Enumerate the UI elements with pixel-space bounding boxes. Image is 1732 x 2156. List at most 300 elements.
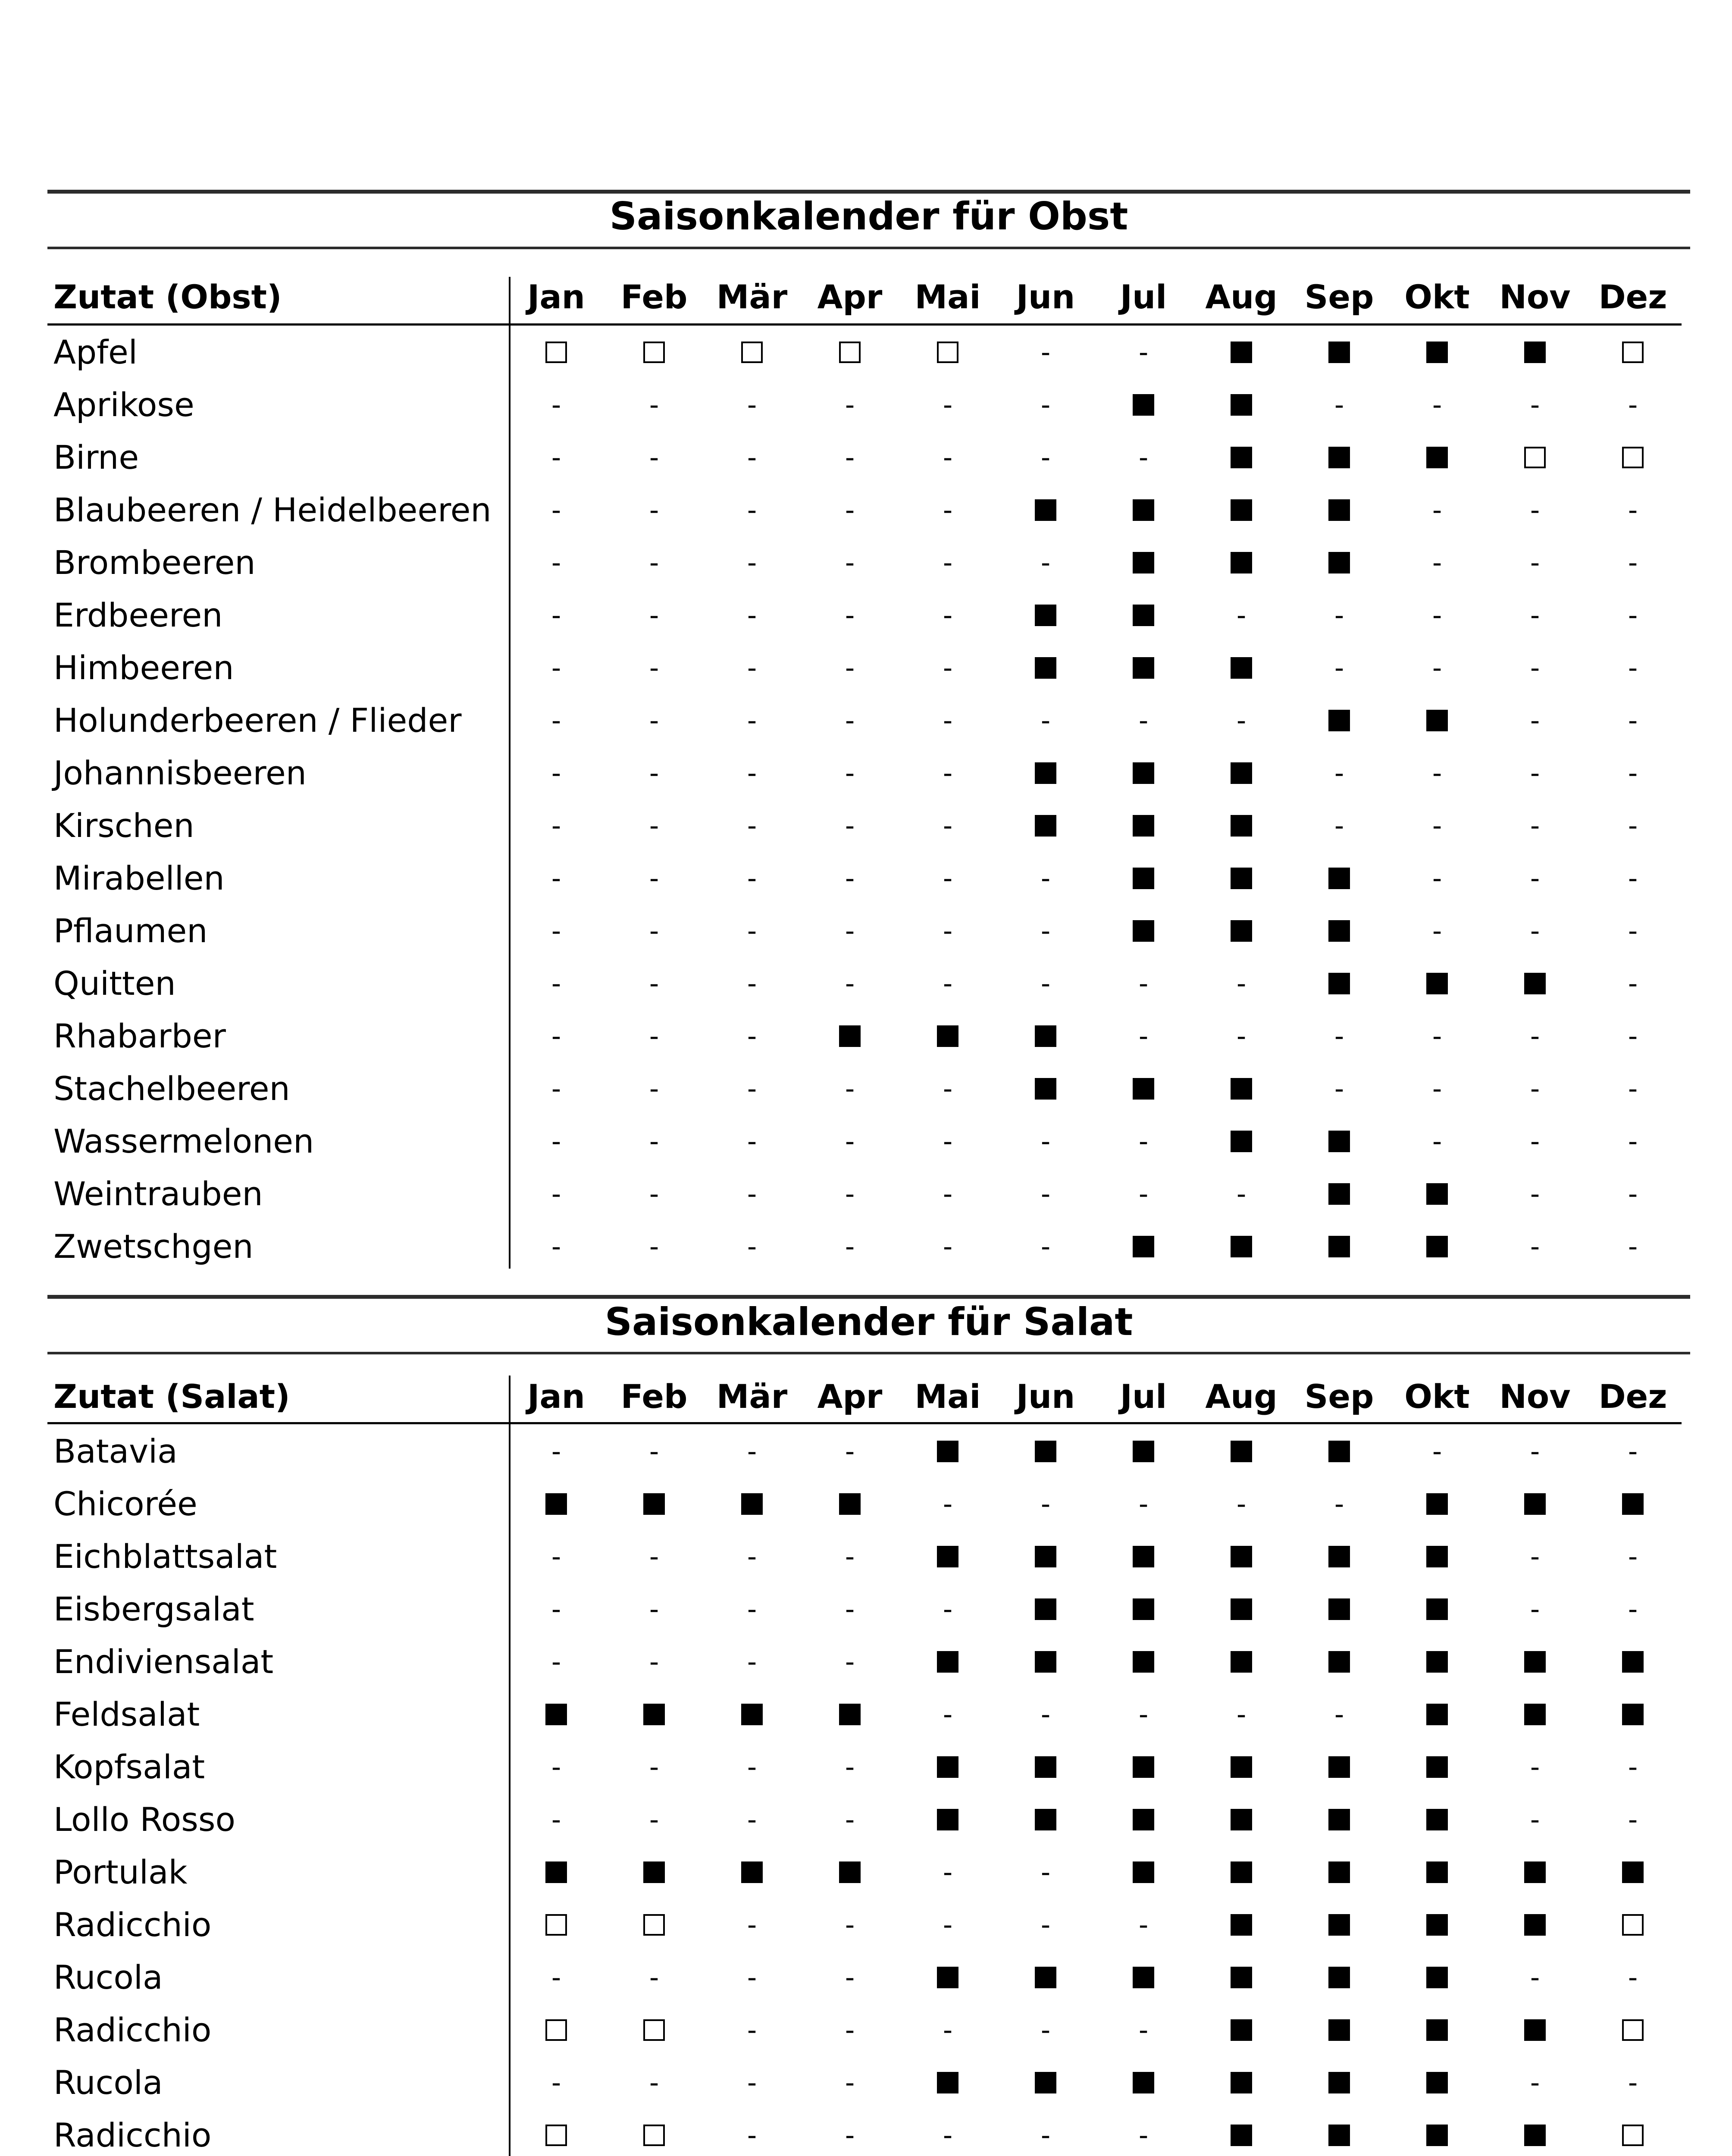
dash-mark: - bbox=[1040, 968, 1051, 999]
month-cell-season bbox=[1198, 1951, 1284, 2004]
dash-mark: - bbox=[1530, 2067, 1540, 2098]
month-cell-none bbox=[1590, 1062, 1676, 1115]
month-cell-season bbox=[1296, 2056, 1382, 2109]
empty-square-icon bbox=[1622, 342, 1644, 363]
filled-square-icon bbox=[1035, 605, 1056, 626]
month-cell-none bbox=[1002, 2004, 1089, 2056]
month-cell-none bbox=[513, 905, 599, 957]
month-cell-season bbox=[807, 1010, 893, 1062]
dash-mark: - bbox=[551, 862, 561, 894]
month-cell-season bbox=[1590, 1846, 1676, 1899]
filled-square-icon bbox=[1426, 1493, 1448, 1515]
month-cell-none bbox=[709, 484, 795, 536]
filled-square-icon bbox=[1133, 1598, 1154, 1620]
month-cell-none bbox=[1002, 1115, 1089, 1168]
month-cell-none bbox=[905, 1846, 991, 1899]
dash-mark: - bbox=[1530, 1125, 1540, 1157]
filled-square-icon bbox=[1035, 1809, 1056, 1830]
dash-mark: - bbox=[1628, 652, 1638, 683]
dash-mark: - bbox=[1040, 2014, 1051, 2046]
month-cell-none bbox=[513, 747, 599, 799]
dash-mark: - bbox=[1628, 1541, 1638, 1572]
month-cell-none bbox=[1002, 905, 1089, 957]
month-cell-none bbox=[1100, 431, 1187, 484]
month-cell-none bbox=[905, 1478, 991, 1530]
month-cell-season bbox=[1394, 694, 1480, 747]
month-cell-storage bbox=[1590, 2004, 1676, 2056]
month-cell-none bbox=[905, 2004, 991, 2056]
month-cell-season bbox=[1394, 2056, 1480, 2109]
dash-mark: - bbox=[551, 652, 561, 683]
month-cell-none bbox=[807, 1530, 893, 1583]
salat-month-header-aug: Aug bbox=[1205, 1377, 1278, 1416]
ingredient-name: Stachelbeeren bbox=[53, 1069, 290, 1108]
dash-mark: - bbox=[1138, 2014, 1149, 2046]
filled-square-icon bbox=[1426, 710, 1448, 731]
dash-mark: - bbox=[1530, 757, 1540, 789]
month-cell-none bbox=[513, 1010, 599, 1062]
month-cell-season bbox=[1002, 1425, 1089, 1478]
dash-mark: - bbox=[845, 652, 855, 683]
filled-square-icon bbox=[1231, 1441, 1252, 1462]
month-cell-none bbox=[1296, 1688, 1382, 1741]
empty-square-icon bbox=[643, 2125, 665, 2146]
month-cell-none bbox=[611, 2056, 697, 2109]
dash-mark: - bbox=[1628, 1962, 1638, 1993]
table-row bbox=[0, 1846, 1732, 1899]
month-cell-none bbox=[709, 1741, 795, 1793]
dash-mark: - bbox=[943, 1593, 953, 1625]
dash-mark: - bbox=[1530, 705, 1540, 736]
dash-mark: - bbox=[649, 1020, 659, 1052]
dash-mark: - bbox=[1628, 705, 1638, 736]
month-cell-season bbox=[1100, 852, 1187, 905]
filled-square-icon bbox=[1524, 1861, 1546, 1883]
month-cell-none bbox=[611, 484, 697, 536]
filled-square-icon bbox=[1328, 1546, 1350, 1567]
filled-square-icon bbox=[1328, 1651, 1350, 1673]
salat-header-label: Zutat (Salat) bbox=[53, 1377, 290, 1416]
month-cell-season bbox=[1296, 536, 1382, 589]
dash-mark: - bbox=[747, 1178, 757, 1210]
filled-square-icon bbox=[1133, 920, 1154, 942]
dash-mark: - bbox=[1040, 1909, 1051, 1940]
dash-mark: - bbox=[747, 1231, 757, 1262]
month-cell-season bbox=[1394, 2004, 1480, 2056]
month-cell-none bbox=[709, 1010, 795, 1062]
month-cell-none bbox=[709, 379, 795, 431]
ingredient-name: Himbeeren bbox=[53, 649, 234, 687]
salat-month-header-mai: Mai bbox=[915, 1377, 981, 1416]
month-cell-none bbox=[905, 589, 991, 642]
dash-mark: - bbox=[551, 1751, 561, 1783]
month-cell-none bbox=[1492, 1951, 1578, 2004]
dash-mark: - bbox=[1236, 1020, 1247, 1052]
dash-mark: - bbox=[649, 1435, 659, 1467]
month-cell-none bbox=[1100, 2004, 1187, 2056]
dash-mark: - bbox=[1138, 1909, 1149, 1940]
dash-mark: - bbox=[551, 1646, 561, 1677]
month-cell-none bbox=[709, 431, 795, 484]
filled-square-icon bbox=[1622, 1861, 1644, 1883]
filled-square-icon bbox=[937, 1809, 958, 1830]
month-cell-none bbox=[905, 1688, 991, 1741]
filled-square-icon bbox=[643, 1493, 665, 1515]
month-cell-season bbox=[1296, 431, 1382, 484]
month-cell-none bbox=[807, 1793, 893, 1846]
month-cell-season bbox=[611, 1688, 697, 1741]
filled-square-icon bbox=[1231, 1078, 1252, 1100]
dash-mark: - bbox=[1432, 810, 1442, 841]
ingredient-name: Pflaumen bbox=[53, 912, 208, 950]
dash-mark: - bbox=[845, 599, 855, 631]
month-cell-none bbox=[709, 642, 795, 694]
month-cell-none bbox=[1198, 957, 1284, 1010]
filled-square-icon bbox=[1133, 1809, 1154, 1830]
month-cell-none bbox=[1394, 536, 1480, 589]
dash-mark: - bbox=[943, 1073, 953, 1104]
dash-mark: - bbox=[845, 1909, 855, 1940]
filled-square-icon bbox=[1133, 657, 1154, 679]
filled-square-icon bbox=[1231, 1546, 1252, 1567]
month-cell-season bbox=[1198, 852, 1284, 905]
dash-mark: - bbox=[649, 547, 659, 578]
dash-mark: - bbox=[845, 494, 855, 526]
dash-mark: - bbox=[845, 1541, 855, 1572]
month-cell-none bbox=[513, 1425, 599, 1478]
month-cell-none bbox=[1492, 747, 1578, 799]
salat-month-header-mär: Mär bbox=[716, 1377, 788, 1416]
month-cell-season bbox=[1002, 484, 1089, 536]
month-cell-storage bbox=[1590, 431, 1676, 484]
salat-header-row bbox=[0, 1370, 1732, 1423]
month-cell-season bbox=[1590, 1636, 1676, 1688]
month-cell-storage bbox=[1590, 1899, 1676, 1951]
filled-square-icon bbox=[1133, 1861, 1154, 1883]
filled-square-icon bbox=[1231, 1967, 1252, 1988]
filled-square-icon bbox=[1231, 920, 1252, 942]
dash-mark: - bbox=[845, 2119, 855, 2151]
dash-mark: - bbox=[649, 2067, 659, 2098]
ingredient-name: Mirabellen bbox=[53, 859, 225, 897]
month-cell-none bbox=[807, 1115, 893, 1168]
filled-square-icon bbox=[1231, 657, 1252, 679]
dash-mark: - bbox=[1628, 915, 1638, 946]
obst-month-header-sep: Sep bbox=[1304, 278, 1374, 316]
filled-square-icon bbox=[545, 1861, 567, 1883]
dash-mark: - bbox=[747, 862, 757, 894]
month-cell-season bbox=[1100, 799, 1187, 852]
dash-mark: - bbox=[1040, 547, 1051, 578]
month-cell-none bbox=[709, 1220, 795, 1273]
month-cell-none bbox=[1198, 1688, 1284, 1741]
month-cell-season bbox=[905, 1951, 991, 2004]
dash-mark: - bbox=[747, 547, 757, 578]
month-cell-season bbox=[709, 1688, 795, 1741]
month-cell-season bbox=[905, 1010, 991, 1062]
filled-square-icon bbox=[937, 1025, 958, 1047]
month-cell-storage bbox=[807, 326, 893, 379]
month-cell-none bbox=[1296, 1062, 1382, 1115]
month-cell-none bbox=[513, 1741, 599, 1793]
month-cell-season bbox=[1198, 1636, 1284, 1688]
month-cell-none bbox=[905, 1899, 991, 1951]
filled-square-icon bbox=[1328, 868, 1350, 889]
month-cell-none bbox=[1590, 957, 1676, 1010]
month-cell-season bbox=[905, 1530, 991, 1583]
month-cell-season bbox=[1002, 642, 1089, 694]
dash-mark: - bbox=[845, 2067, 855, 2098]
ingredient-name: Rucola bbox=[53, 2063, 163, 2102]
dash-mark: - bbox=[747, 968, 757, 999]
month-cell-none bbox=[1492, 589, 1578, 642]
dash-mark: - bbox=[649, 442, 659, 473]
dash-mark: - bbox=[845, 1962, 855, 1993]
dash-mark: - bbox=[845, 968, 855, 999]
month-cell-none bbox=[905, 747, 991, 799]
month-cell-none bbox=[1394, 747, 1480, 799]
filled-square-icon bbox=[1328, 2019, 1350, 2041]
dash-mark: - bbox=[551, 599, 561, 631]
table-row bbox=[0, 799, 1732, 852]
month-cell-season bbox=[905, 1636, 991, 1688]
dash-mark: - bbox=[1432, 1125, 1442, 1157]
dash-mark: - bbox=[1334, 1073, 1344, 1104]
dash-mark: - bbox=[943, 1178, 953, 1210]
month-cell-season bbox=[1394, 1168, 1480, 1220]
month-cell-none bbox=[807, 1636, 893, 1688]
month-cell-none bbox=[1492, 1583, 1578, 1636]
month-cell-none bbox=[1296, 379, 1382, 431]
month-cell-none bbox=[1198, 694, 1284, 747]
filled-square-icon bbox=[1133, 394, 1154, 416]
month-cell-season bbox=[1198, 1793, 1284, 1846]
table-row bbox=[0, 1530, 1732, 1583]
dash-mark: - bbox=[943, 1488, 953, 1520]
ingredient-name: Rucola bbox=[53, 1958, 163, 1996]
month-cell-season bbox=[1394, 1741, 1480, 1793]
month-cell-none bbox=[1100, 1478, 1187, 1530]
month-cell-season bbox=[1296, 1425, 1382, 1478]
month-cell-none bbox=[1492, 1220, 1578, 1273]
month-cell-none bbox=[807, 1168, 893, 1220]
month-cell-none bbox=[807, 1899, 893, 1951]
dash-mark: - bbox=[1628, 1804, 1638, 1835]
dash-mark: - bbox=[943, 494, 953, 526]
month-cell-season bbox=[1100, 1583, 1187, 1636]
table-row bbox=[0, 642, 1732, 694]
month-cell-season bbox=[1394, 1478, 1480, 1530]
month-cell-none bbox=[1590, 2056, 1676, 2109]
month-cell-none bbox=[1394, 1062, 1480, 1115]
dash-mark: - bbox=[845, 1435, 855, 1467]
month-cell-season bbox=[1002, 1951, 1089, 2004]
obst-month-header-jun: Jun bbox=[1016, 278, 1075, 316]
month-cell-none bbox=[513, 799, 599, 852]
filled-square-icon bbox=[1035, 1441, 1056, 1462]
ingredient-name: Holunderbeeren / Flieder bbox=[53, 701, 462, 740]
month-cell-none bbox=[1198, 1010, 1284, 1062]
dash-mark: - bbox=[747, 1962, 757, 1993]
month-cell-none bbox=[807, 2004, 893, 2056]
month-cell-none bbox=[807, 484, 893, 536]
month-cell-season bbox=[807, 1688, 893, 1741]
month-cell-none bbox=[807, 1951, 893, 2004]
dash-mark: - bbox=[551, 1178, 561, 1210]
filled-square-icon bbox=[1231, 447, 1252, 468]
month-cell-none bbox=[1590, 1583, 1676, 1636]
filled-square-icon bbox=[1328, 2072, 1350, 2093]
filled-square-icon bbox=[937, 1651, 958, 1673]
dash-mark: - bbox=[1530, 389, 1540, 420]
filled-square-icon bbox=[1426, 1967, 1448, 1988]
dash-mark: - bbox=[551, 1125, 561, 1157]
filled-square-icon bbox=[1035, 1756, 1056, 1778]
dash-mark: - bbox=[845, 1751, 855, 1783]
month-cell-none bbox=[905, 957, 991, 1010]
month-cell-none bbox=[709, 1583, 795, 1636]
dash-mark: - bbox=[551, 494, 561, 526]
month-cell-storage bbox=[611, 2004, 697, 2056]
dash-mark: - bbox=[551, 705, 561, 736]
filled-square-icon bbox=[839, 1704, 861, 1725]
filled-square-icon bbox=[1328, 1967, 1350, 1988]
month-cell-none bbox=[513, 642, 599, 694]
month-cell-season bbox=[1198, 1846, 1284, 1899]
dash-mark: - bbox=[649, 1646, 659, 1677]
filled-square-icon bbox=[1524, 1914, 1546, 1936]
month-cell-none bbox=[709, 694, 795, 747]
dash-mark: - bbox=[747, 2119, 757, 2151]
filled-square-icon bbox=[1622, 1704, 1644, 1725]
month-cell-none bbox=[807, 852, 893, 905]
month-cell-storage bbox=[709, 326, 795, 379]
filled-square-icon bbox=[1328, 1183, 1350, 1205]
table-row bbox=[0, 1115, 1732, 1168]
filled-square-icon bbox=[1426, 2072, 1448, 2093]
month-cell-storage bbox=[1590, 326, 1676, 379]
dash-mark: - bbox=[1628, 1178, 1638, 1210]
dash-mark: - bbox=[1040, 705, 1051, 736]
dash-mark: - bbox=[943, 1125, 953, 1157]
table-row bbox=[0, 2004, 1732, 2056]
dash-mark: - bbox=[649, 599, 659, 631]
month-cell-none bbox=[611, 1425, 697, 1478]
dash-mark: - bbox=[845, 757, 855, 789]
month-cell-season bbox=[1198, 747, 1284, 799]
obst-header-row bbox=[0, 271, 1732, 323]
dash-mark: - bbox=[747, 1804, 757, 1835]
dash-mark: - bbox=[551, 1804, 561, 1835]
dash-mark: - bbox=[1628, 1435, 1638, 1467]
month-cell-season bbox=[611, 1846, 697, 1899]
filled-square-icon bbox=[1328, 499, 1350, 521]
filled-square-icon bbox=[1426, 1236, 1448, 1257]
month-cell-season bbox=[1492, 1478, 1578, 1530]
dash-mark: - bbox=[1432, 862, 1442, 894]
dash-mark: - bbox=[1628, 2067, 1638, 2098]
table-row bbox=[0, 1425, 1732, 1478]
month-cell-season bbox=[1590, 1688, 1676, 1741]
table-row bbox=[0, 1062, 1732, 1115]
filled-square-icon bbox=[937, 2072, 958, 2093]
dash-mark: - bbox=[845, 547, 855, 578]
empty-square-icon bbox=[545, 2125, 567, 2146]
month-cell-none bbox=[905, 852, 991, 905]
dash-mark: - bbox=[551, 968, 561, 999]
ingredient-name: Radicchio bbox=[53, 1905, 212, 1944]
dash-mark: - bbox=[1530, 810, 1540, 841]
filled-square-icon bbox=[1328, 1861, 1350, 1883]
month-cell-none bbox=[1492, 852, 1578, 905]
filled-square-icon bbox=[1133, 605, 1154, 626]
dash-mark: - bbox=[1628, 1231, 1638, 1262]
table-row bbox=[0, 536, 1732, 589]
dash-mark: - bbox=[1040, 389, 1051, 420]
month-cell-season bbox=[1296, 1220, 1382, 1273]
dash-mark: - bbox=[943, 599, 953, 631]
month-cell-none bbox=[611, 642, 697, 694]
dash-mark: - bbox=[1432, 547, 1442, 578]
month-cell-season bbox=[1492, 2109, 1578, 2156]
filled-square-icon bbox=[1035, 657, 1056, 679]
dash-mark: - bbox=[551, 1962, 561, 1993]
dash-mark: - bbox=[1530, 915, 1540, 946]
dash-mark: - bbox=[943, 1231, 953, 1262]
month-cell-season bbox=[1002, 2056, 1089, 2109]
filled-square-icon bbox=[1035, 762, 1056, 784]
dash-mark: - bbox=[747, 494, 757, 526]
month-cell-none bbox=[1590, 1793, 1676, 1846]
month-cell-none bbox=[611, 1636, 697, 1688]
month-cell-none bbox=[1590, 379, 1676, 431]
filled-square-icon bbox=[643, 1861, 665, 1883]
table-row bbox=[0, 2056, 1732, 2109]
month-cell-none bbox=[611, 379, 697, 431]
dash-mark: - bbox=[1628, 810, 1638, 841]
month-cell-none bbox=[1100, 957, 1187, 1010]
salat-month-header-jan: Jan bbox=[527, 1377, 585, 1416]
dash-mark: - bbox=[551, 547, 561, 578]
month-cell-none bbox=[1492, 484, 1578, 536]
dash-mark: - bbox=[1138, 442, 1149, 473]
dash-mark: - bbox=[845, 442, 855, 473]
month-cell-none bbox=[709, 536, 795, 589]
table-row bbox=[0, 1741, 1732, 1793]
month-cell-season bbox=[1296, 1846, 1382, 1899]
month-cell-none bbox=[905, 1583, 991, 1636]
filled-square-icon bbox=[1035, 1078, 1056, 1100]
month-cell-none bbox=[1590, 1951, 1676, 2004]
month-cell-none bbox=[709, 1530, 795, 1583]
month-cell-none bbox=[709, 1793, 795, 1846]
month-cell-season bbox=[1100, 2056, 1187, 2109]
month-cell-season bbox=[1100, 1636, 1187, 1688]
dash-mark: - bbox=[1138, 1488, 1149, 1520]
table-row bbox=[0, 326, 1732, 379]
month-cell-none bbox=[1492, 1010, 1578, 1062]
dash-mark: - bbox=[1040, 1488, 1051, 1520]
empty-square-icon bbox=[643, 2019, 665, 2041]
dash-mark: - bbox=[943, 915, 953, 946]
dash-mark: - bbox=[1040, 2119, 1051, 2151]
table-row bbox=[0, 1951, 1732, 2004]
ingredient-name: Weintrauben bbox=[53, 1175, 263, 1213]
month-cell-none bbox=[905, 431, 991, 484]
ingredient-name: Brombeeren bbox=[53, 543, 256, 582]
month-cell-none bbox=[1002, 1168, 1089, 1220]
month-cell-none bbox=[513, 1062, 599, 1115]
